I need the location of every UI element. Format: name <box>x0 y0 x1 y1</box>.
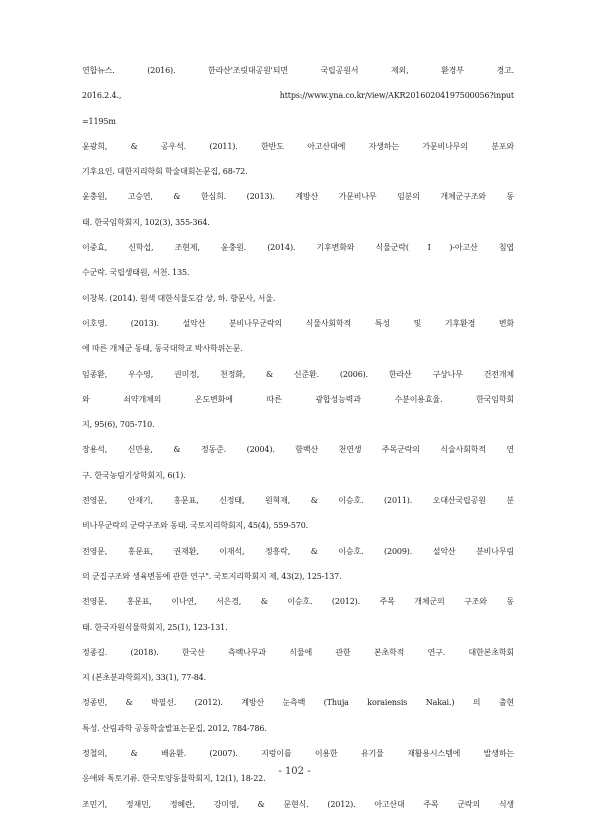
reference-item <box>82 362 514 438</box>
reference-line: 윤충원, 고승연, & 한심희. (2013). 계방산 가문비나무 임분의 개체군구조와 동 <box>82 192 514 202</box>
reference-line: 수군락. 국립생태원, 서천. 135. <box>82 268 190 278</box>
reference-line: 임종환, 우수영, 권미정, 천정화, & 신준환. (2006). 한라산 구상나무 건전개체 <box>82 369 514 379</box>
reference-line: 2016.2.4., https://www.yna.co.kr/view/AKR20160204197500056?input <box>82 91 514 101</box>
reference-item <box>82 792 514 817</box>
reference-line: 에 따른 개체군 동태, 동국대학교 박사학위논문. <box>82 344 243 354</box>
reference-line: 태. 한국자원식물학회지, 25(1), 123-131. <box>82 622 228 632</box>
reference-line: 이창복. (2014). 원색 대한식물도감 상, 하. 향문사, 서울. <box>82 293 276 303</box>
reference-line: 정종길. (2018). 한국산 측백나무과 식물에 관한 본초학적 연구. 대한본초학회 <box>82 647 514 657</box>
reference-line: 조민기, 정재민, 정혜란, 강미영, & 문현식. (2012). 아고산대 주목 군락의 식생 <box>82 799 514 809</box>
reference-item <box>82 589 514 640</box>
reference-item <box>82 235 514 286</box>
reference-item <box>82 134 514 185</box>
reference-item <box>82 488 514 539</box>
reference-line: 전영문, 안재기, 홍문표, 신정태, 원혁재, & 이승호. (2011). 오대산국립공원 분 <box>82 496 514 506</box>
reference-line: 장용석, 신만용, & 정동준. (2004). 함백산 천연생 주목군락의 식술사회학적 연 <box>82 445 514 455</box>
reference-line: =1195m <box>82 116 116 126</box>
reference-line: 정철의, & 배윤환. (2007). 지렁이를 이용한 유기물 재활용시스템에 발생하는 <box>82 749 514 759</box>
reference-item <box>82 184 514 235</box>
reference-line: 지, 95(6), 705-710. <box>82 420 155 430</box>
reference-line: 정종빈, & 박필선. (2012). 계방산 눈측백 (Thuja koraiensis Nakai.) 의 출현 <box>82 698 514 708</box>
reference-line: 비나무군락의 군락구조와 동태. 국토지리학회지, 45(4), 559-570. <box>82 521 309 531</box>
reference-line: 전영문, 홍문표, 이나연, 서은경, & 이승호. (2012). 주목 개체군의 구조와 동 <box>82 597 514 607</box>
reference-item <box>82 286 514 311</box>
reference-item <box>82 539 514 590</box>
page-number: - 102 - <box>278 766 311 777</box>
reference-item <box>82 690 514 741</box>
reference-line: 의 군집구조와 생육변동에 관한 연구". 국토지리학회지 제, 43(2), 125-137. <box>82 571 342 581</box>
reference-line: 특성. 산림과학 공동학술발표논문집, 2012, 784-786. <box>82 723 267 733</box>
reference-line: 이중효, 신학섭, 조현제, 윤충원. (2014). 기후변화와 식물군락(Ⅰ)-아고산 침엽 <box>82 243 514 253</box>
reference-list <box>82 58 514 817</box>
reference-line: 연합뉴스. (2016). 한라산'조릿대공원'되면 국립공원서 제외, 환경부 경고. <box>82 66 514 75</box>
reference-line: 전영문, 홍문표, 권재환, 이재석, 정흥락, & 이승호. (2009). 설악산 분비나무림 <box>82 546 514 556</box>
reference-line: 윤광희, & 공우석. (2011). 한반도 아고산대에 자생하는 가문비나무의 분포와 <box>82 141 514 151</box>
reference-line: 이호영. (2013). 설악산 분비나무군락의 식물사회학적 특성 및 기후환경 변화 <box>82 318 514 328</box>
reference-line: 와 쇠약개체의 온도변화에 따른 광합성능력과 수분이용효율. 한국임학회 <box>82 394 514 404</box>
reference-line: 구. 한국농림기상학회지, 6(1). <box>82 470 186 480</box>
reference-item <box>82 437 514 488</box>
reference-line: 지 (본초분과학회지), 33(1), 77-84. <box>82 673 206 683</box>
reference-line: 기후요인. 대한지리학회 학술대회논문집, 68-72. <box>82 167 248 177</box>
reference-item <box>82 58 514 134</box>
reference-line: 응애와 톡토기류. 한국토양동물학회지, 12(1), 18-22. <box>82 774 266 784</box>
reference-item <box>82 311 514 362</box>
reference-line: 태. 한국임학회지, 102(3), 355-364. <box>82 217 210 227</box>
reference-item <box>82 640 514 691</box>
